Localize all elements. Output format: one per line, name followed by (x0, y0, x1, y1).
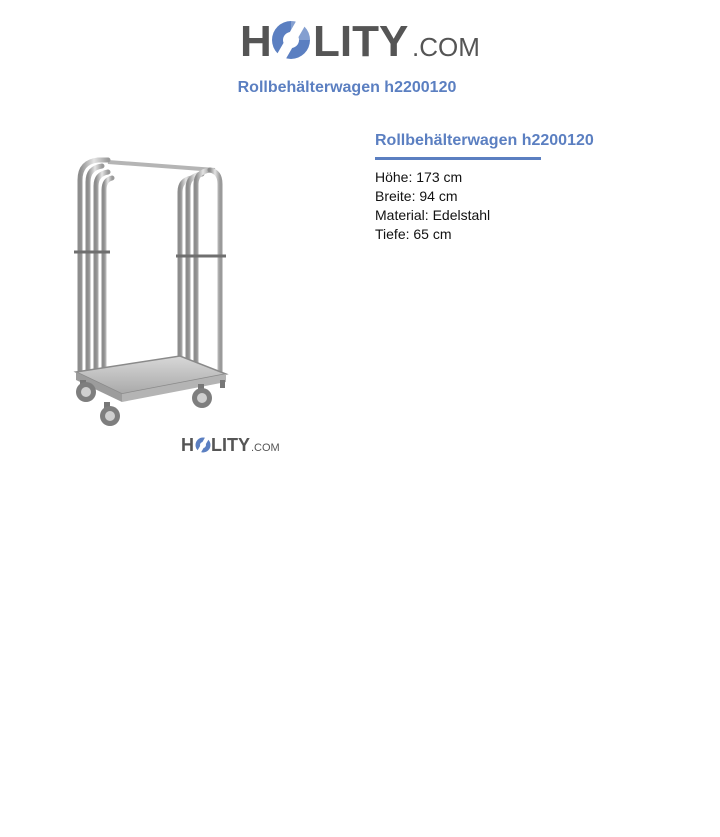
logo-suffix: .COM (412, 32, 480, 62)
heading-underline (375, 157, 541, 160)
page-title: Rollbehälterwagen h2200120 (237, 79, 457, 96)
cart-icon (74, 160, 226, 426)
spec-width: Breite: 94 cm (375, 188, 458, 204)
product-specs (375, 168, 490, 244)
spec-material: Material: Edelstahl (375, 207, 491, 223)
spec-height: Höhe: 173 cm (375, 169, 463, 185)
product-heading: Rollbehälterwagen h2200120 (375, 132, 594, 149)
svg-text:H: H (181, 435, 194, 455)
logo-text: LITY (313, 17, 409, 64)
watermark-logo (181, 435, 280, 455)
logo-letter-h: H (240, 17, 272, 64)
svg-text:.COM: .COM (251, 442, 280, 454)
holity-logo[interactable] (240, 14, 480, 64)
logo-o-icon (272, 18, 310, 61)
svg-text:LITY: LITY (211, 435, 250, 455)
spec-depth: Tiefe: 65 cm (375, 226, 452, 242)
product-image[interactable] (30, 140, 300, 470)
